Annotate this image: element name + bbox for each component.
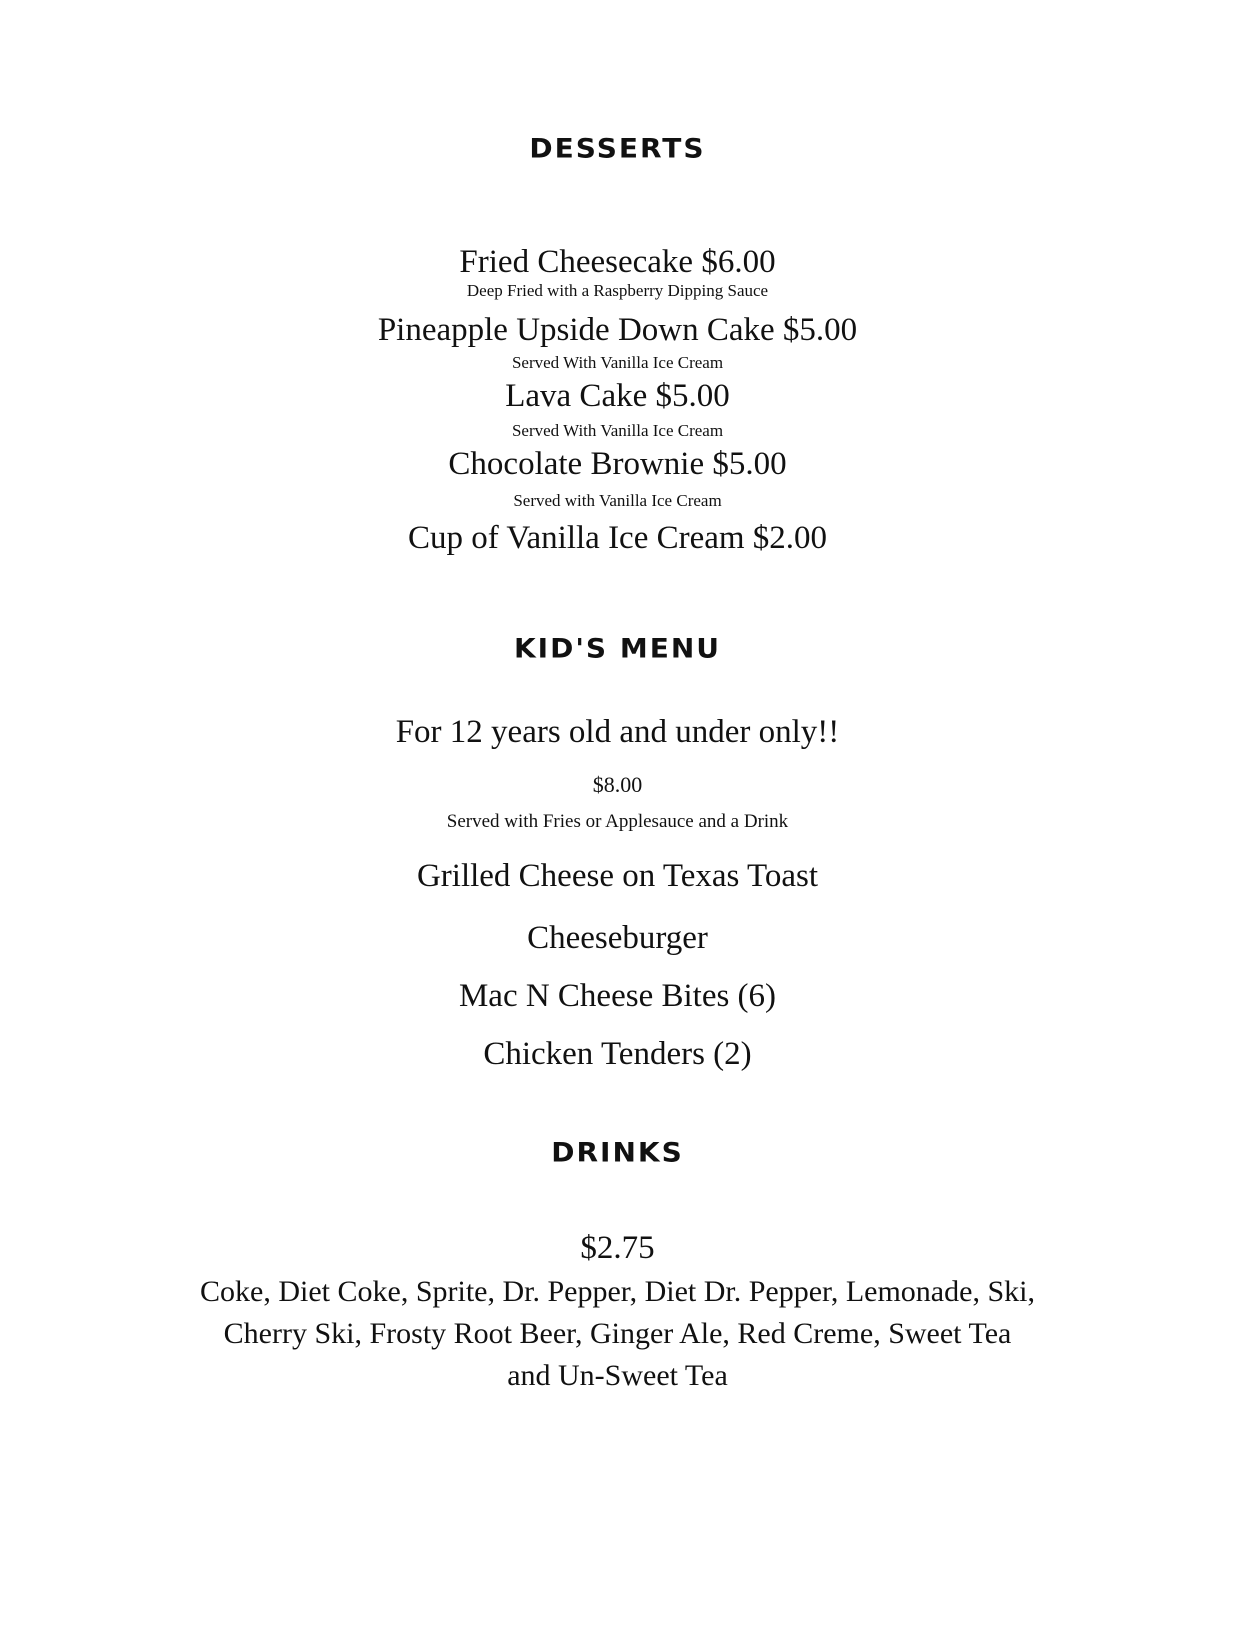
dessert-desc-fried-cheesecake: Deep Fried with a Raspberry Dipping Sauce xyxy=(466,281,769,300)
kids-item-grilled-cheese: Grilled Cheese on Texas Toast xyxy=(416,858,819,894)
drinks-heading: DRINKS xyxy=(551,1136,684,1169)
kids-item-chicken-tenders: Chicken Tenders (2) xyxy=(483,1036,752,1072)
kids-menu-note: For 12 years old and under only!! xyxy=(395,714,840,750)
drinks-list-line-3: and Un-Sweet Tea xyxy=(507,1359,728,1392)
dessert-item-lava-cake: Lava Cake $5.00 xyxy=(505,378,730,414)
kids-item-cheeseburger: Cheeseburger xyxy=(527,920,708,956)
dessert-item-chocolate-brownie: Chocolate Brownie $5.00 xyxy=(448,446,787,482)
drinks-list-line-1: Coke, Diet Coke, Sprite, Dr. Pepper, Diet Dr. Pepper, Lemonade, Ski, xyxy=(200,1275,1035,1308)
desserts-heading: DESSERTS xyxy=(529,132,706,165)
kids-item-mac-n-cheese: Mac N Cheese Bites (6) xyxy=(458,978,777,1014)
drinks-list-line-2: Cherry Ski, Frosty Root Beer, Ginger Ale, Red Creme, Sweet Tea xyxy=(223,1317,1012,1350)
dessert-desc-pineapple-cake: Served With Vanilla Ice Cream xyxy=(511,353,724,372)
dessert-item-fried-cheesecake: Fried Cheesecake $6.00 xyxy=(459,244,776,280)
dessert-item-vanilla-ice-cream: Cup of Vanilla Ice Cream $2.00 xyxy=(407,520,828,556)
kids-menu-served-with: Served with Fries or Applesauce and a Drink xyxy=(446,811,789,832)
drinks-price: $2.75 xyxy=(580,1230,655,1266)
dessert-desc-chocolate-brownie: Served with Vanilla Ice Cream xyxy=(513,491,722,510)
kids-menu-heading: KID'S MENU xyxy=(513,632,721,665)
dessert-desc-lava-cake: Served With Vanilla Ice Cream xyxy=(511,421,724,440)
dessert-item-pineapple-cake: Pineapple Upside Down Cake $5.00 xyxy=(377,312,858,348)
kids-menu-price: $8.00 xyxy=(592,772,643,797)
